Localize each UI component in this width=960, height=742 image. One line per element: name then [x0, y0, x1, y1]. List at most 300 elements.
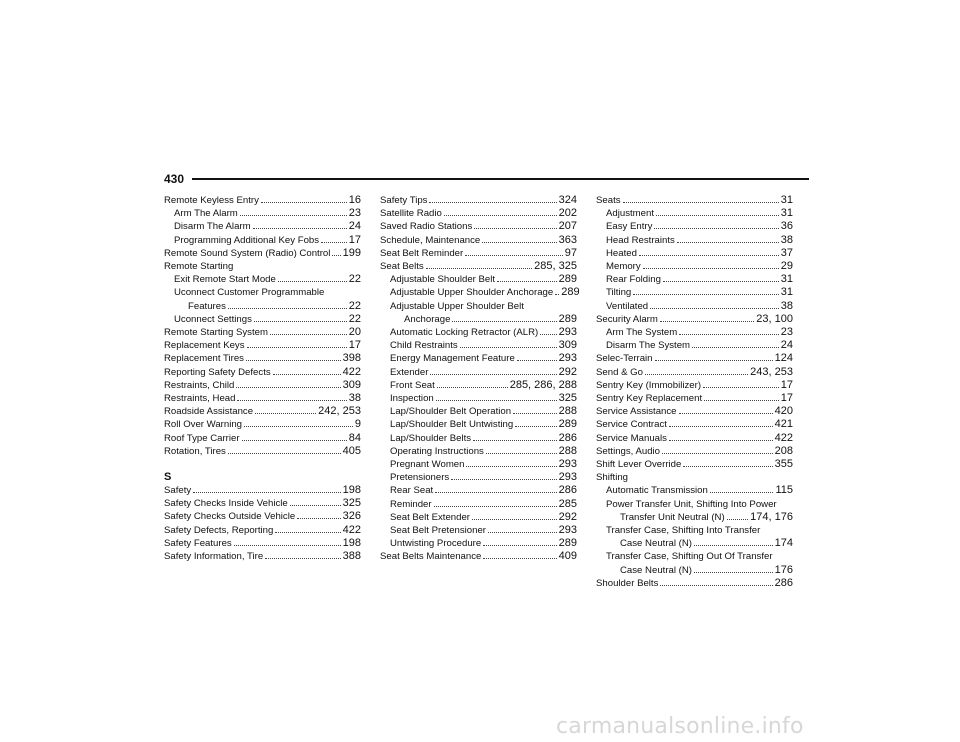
index-entry [596, 445, 793, 458]
index-entry [380, 247, 577, 260]
leader-dots [639, 254, 779, 256]
leader-dots [460, 346, 557, 348]
entry-label: Seat Belt Extender [390, 511, 470, 523]
leader-dots [435, 491, 556, 493]
index-entry [380, 418, 577, 431]
index-entry [380, 194, 577, 207]
index-entry [380, 458, 577, 471]
entry-label: Restraints, Child [164, 379, 235, 391]
entry-page: 422 [774, 431, 793, 444]
leader-dots [246, 359, 341, 361]
entry-page: 31 [780, 207, 793, 220]
entry-page: 38 [780, 299, 793, 312]
entry-page: 286 [558, 484, 577, 497]
index-entry [380, 392, 577, 405]
entry-label: Child Restraints [390, 340, 458, 352]
index-entry [164, 405, 361, 418]
entry-label: Seat Belts [380, 261, 424, 273]
entry-label: Rear Folding [606, 274, 661, 286]
index-entry [380, 432, 577, 445]
index-entry [164, 432, 361, 445]
leader-dots [669, 425, 773, 427]
leader-dots [244, 425, 353, 427]
index-entry [380, 524, 577, 537]
leader-dots [436, 399, 557, 401]
entry-page: 243, 253 [750, 365, 793, 378]
entry-page: 38 [780, 233, 793, 246]
index-entry [164, 286, 361, 299]
entry-page: 288 [558, 444, 577, 457]
leader-dots [278, 280, 347, 282]
leader-dots [437, 386, 508, 388]
index-entry [164, 550, 361, 563]
entry-label: Anchorage [404, 313, 451, 325]
index-entry [596, 273, 793, 286]
index-entry [596, 366, 793, 379]
leader-dots [694, 571, 773, 573]
page-number: 430 [164, 172, 185, 186]
entry-label: Transfer Case, Shifting Out Of Transfer [606, 551, 773, 563]
leader-dots [692, 346, 779, 348]
entry-page: 409 [558, 550, 577, 563]
index-entry [596, 339, 793, 352]
header-rule [192, 178, 809, 180]
entry-page: 285, 325 [534, 260, 577, 273]
index-entry [596, 405, 793, 418]
leader-dots [474, 227, 556, 229]
entry-label: Automatic Transmission [606, 485, 708, 497]
entry-label: Sentry Key (Immobilizer) [596, 379, 702, 391]
leader-dots [486, 452, 557, 454]
entry-label: Pretensioners [390, 472, 450, 484]
entry-page: 84 [348, 431, 361, 444]
entry-label: Safety [164, 485, 192, 497]
leader-dots [473, 439, 557, 441]
index-entry [164, 537, 361, 550]
entry-label: Front Seat [390, 379, 435, 391]
entry-page: 16 [348, 194, 361, 206]
leader-dots [660, 320, 754, 322]
leader-dots [515, 425, 556, 427]
leader-dots [273, 373, 341, 375]
entry-label: Remote Keyless Entry [164, 195, 259, 206]
entry-label: Safety Checks Inside Vehicle [164, 498, 288, 510]
leader-dots [660, 584, 772, 586]
entry-page: 398 [342, 352, 361, 365]
leader-dots [426, 267, 532, 269]
leader-dots [465, 254, 563, 256]
index-entry [596, 234, 793, 247]
leader-dots [555, 293, 559, 295]
entry-label: Uconnect Customer Programmable [174, 287, 325, 299]
leader-dots [237, 399, 346, 401]
entry-page: 292 [558, 510, 577, 523]
leader-dots [679, 412, 773, 414]
index-entry [380, 339, 577, 352]
leader-dots [254, 320, 347, 322]
entry-label: Safety Information, Tire [164, 551, 264, 563]
leader-dots [669, 439, 773, 441]
index-entry [596, 379, 793, 392]
entry-page: 97 [564, 246, 577, 259]
leader-dots [255, 412, 316, 414]
leader-dots [645, 373, 748, 375]
leader-dots [444, 214, 557, 216]
entry-label: Power Transfer Unit, Shifting Into Power [606, 498, 777, 510]
entry-page: 23 [348, 207, 361, 220]
entry-page: 289 [558, 273, 577, 286]
index-entry [164, 220, 361, 233]
entry-label: Head Restraints [606, 234, 675, 246]
entry-label: Security Alarm [596, 313, 658, 325]
entry-label: Extender [390, 366, 429, 378]
entry-page: 293 [558, 524, 577, 537]
entry-page: 289 [558, 418, 577, 431]
leader-dots [253, 227, 347, 229]
index-entry [164, 379, 361, 392]
entry-label: Safety Tips [380, 195, 428, 206]
entry-page: 23, 100 [756, 312, 793, 325]
index-entry [596, 458, 793, 471]
index-entry [380, 366, 577, 379]
index-entry [164, 497, 361, 510]
entry-label: Transfer Case, Shifting Into Transfer [606, 525, 761, 537]
entry-label: Remote Starting [164, 261, 234, 273]
entry-label: Safety Features [164, 537, 232, 549]
index-entry [380, 286, 580, 299]
entry-page: 22 [348, 299, 361, 312]
entry-label: Memory [606, 261, 641, 273]
entry-label: Seat Belts Maintenance [380, 551, 482, 563]
index-entry [596, 484, 793, 497]
index-entry [164, 484, 361, 497]
entry-label: Safety Defects, Reporting [164, 524, 274, 536]
index-entry [596, 577, 793, 590]
index-column-2 [380, 194, 580, 564]
leader-dots [482, 241, 556, 243]
index-entry [164, 352, 361, 365]
entry-label: Adjustable Upper Shoulder Anchorage [390, 287, 554, 299]
entry-page: 198 [342, 536, 361, 549]
entry-page: 355 [774, 458, 793, 471]
leader-dots [540, 333, 556, 335]
leader-dots [247, 346, 347, 348]
entry-label: Roadside Assistance [164, 406, 254, 418]
index-entry [380, 445, 577, 458]
entry-label: Lap/Shoulder Belt Untwisting [390, 419, 514, 431]
index-entry [596, 432, 793, 445]
index-entry [380, 379, 577, 392]
entry-label: Send & Go [596, 366, 643, 378]
index-entry [164, 300, 361, 313]
leader-dots [483, 544, 556, 546]
leader-dots [663, 280, 779, 282]
entry-page: 115 [775, 484, 793, 497]
index-entry [596, 286, 793, 299]
entry-page: 38 [348, 392, 361, 405]
index-group [380, 194, 580, 564]
leader-dots [270, 333, 347, 335]
entry-label: Service Contract [596, 419, 667, 431]
entry-page: 285, 286, 288 [509, 378, 577, 391]
entry-page: 286 [774, 576, 793, 589]
leader-dots [466, 465, 556, 467]
leader-dots [472, 518, 557, 520]
entry-label: Lap/Shoulder Belt Operation [390, 406, 512, 418]
entry-page: 288 [558, 405, 577, 418]
entry-label: Transfer Unit Neutral (N) [620, 511, 725, 523]
leader-dots [265, 557, 340, 559]
entry-label: Selec-Terrain [596, 353, 653, 365]
entry-label: Energy Management Feature [390, 353, 515, 365]
entry-page: 17 [780, 378, 793, 391]
entry-label: Seats [596, 195, 621, 206]
entry-label: Remote Sound System (Radio) Control [164, 247, 331, 259]
leader-dots [228, 307, 347, 309]
entry-label: Adjustable Upper Shoulder Belt [390, 300, 524, 312]
entry-page: 31 [780, 273, 793, 286]
entry-page: 405 [342, 444, 361, 457]
entry-page: 202 [558, 207, 577, 220]
entry-label: Adjustable Shoulder Belt [390, 274, 496, 286]
entry-page: 24 [780, 339, 793, 352]
index-entry [596, 471, 793, 484]
entry-label: Arm The System [606, 327, 678, 339]
entry-page: 289 [558, 537, 577, 550]
index-entry [596, 247, 793, 260]
leader-dots [710, 491, 774, 493]
leader-dots [236, 386, 340, 388]
leader-dots [703, 386, 779, 388]
entry-page: 124 [774, 352, 793, 365]
leader-dots [452, 320, 556, 322]
entry-page: 420 [774, 405, 793, 418]
leader-dots [321, 241, 347, 243]
entry-page: 31 [780, 194, 793, 206]
index-entry [164, 273, 361, 286]
index-entry [380, 300, 577, 313]
leader-dots [261, 201, 347, 203]
index-entry [596, 550, 793, 563]
entry-page: 286 [558, 431, 577, 444]
entry-page: 37 [780, 246, 793, 259]
leader-dots [451, 478, 556, 480]
index-entry [380, 352, 577, 365]
entry-page: 289 [561, 286, 580, 299]
index-entry [596, 260, 793, 273]
entry-label: Exit Remote Start Mode [174, 274, 276, 286]
index-entry [380, 273, 577, 286]
entry-label: Replacement Keys [164, 340, 245, 352]
index-entry [596, 418, 793, 431]
entry-page: 289 [558, 312, 577, 325]
leader-dots [228, 452, 341, 454]
footer-watermark: carmanualsonline.info [556, 714, 804, 739]
entry-label: Roof Type Carrier [164, 432, 240, 444]
index-entry [596, 511, 793, 524]
index-entry [596, 300, 793, 313]
index-entry [596, 326, 793, 339]
index-entry [380, 511, 577, 524]
entry-label: Programming Additional Key Fobs [174, 234, 320, 246]
entry-page: 199 [342, 246, 361, 259]
index-entry [596, 207, 793, 220]
index-entry [164, 445, 361, 458]
leader-dots [650, 307, 779, 309]
index-entry [380, 471, 577, 484]
entry-label: Heated [606, 247, 637, 259]
entry-page: 36 [780, 220, 793, 233]
entry-page: 309 [558, 339, 577, 352]
index-entry [164, 260, 361, 273]
entry-label: Shoulder Belts [596, 577, 659, 589]
entry-label: Untwisting Procedure [390, 538, 482, 550]
index-entry [164, 313, 361, 326]
index-entry [596, 220, 793, 233]
index-entry [380, 313, 577, 326]
entry-label: Features [188, 300, 226, 312]
index-entry [380, 220, 577, 233]
entry-page: 174 [774, 537, 793, 550]
index-entry [596, 313, 793, 326]
leader-dots [497, 280, 557, 282]
entry-page: 293 [558, 458, 577, 471]
entry-page: 31 [780, 286, 793, 299]
entry-page: 198 [342, 484, 361, 497]
entry-page: 9 [354, 418, 361, 431]
leader-dots [483, 557, 556, 559]
entry-label: Rotation, Tires [164, 445, 226, 457]
entry-label: Shifting [596, 472, 628, 484]
leader-dots [275, 531, 340, 533]
index-entry [380, 326, 577, 339]
entry-page: 309 [342, 378, 361, 391]
index-entry [164, 524, 361, 537]
leader-dots [434, 505, 557, 507]
entry-page: 422 [342, 523, 361, 536]
entry-page: 325 [342, 497, 361, 510]
leader-dots [643, 267, 779, 269]
entry-page: 207 [558, 220, 577, 233]
entry-label: Satellite Radio [380, 208, 442, 220]
leader-dots [727, 518, 749, 520]
leader-dots [655, 359, 773, 361]
index-column-3 [596, 194, 793, 590]
entry-label: Sentry Key Replacement [596, 393, 703, 405]
entry-page: 388 [342, 550, 361, 563]
entry-label: Disarm The Alarm [174, 221, 251, 233]
leader-dots [623, 201, 779, 203]
entry-label: Reminder [390, 498, 432, 510]
leader-dots [677, 241, 779, 243]
entry-page: 22 [348, 312, 361, 325]
leader-dots [513, 412, 557, 414]
entry-label: Uconnect Settings [174, 313, 252, 325]
entry-label: Case Neutral (N) [620, 564, 692, 576]
entry-page: 363 [558, 233, 577, 246]
entry-label: Tilting [606, 287, 632, 299]
entry-label: Pregnant Women [390, 459, 465, 471]
leader-dots [234, 544, 341, 546]
index-entry [596, 194, 793, 207]
leader-dots [332, 254, 340, 256]
leader-dots [430, 373, 556, 375]
entry-label: Disarm The System [606, 340, 691, 352]
index-entry [596, 524, 793, 537]
index-entry [164, 234, 361, 247]
index-entry [164, 418, 361, 431]
index-entry [596, 564, 793, 577]
entry-page: 285 [558, 497, 577, 510]
entry-page: 326 [342, 510, 361, 523]
index-entry [380, 498, 577, 511]
entry-page: 292 [558, 365, 577, 378]
entry-label: Service Assistance [596, 406, 677, 418]
index-group-r [164, 194, 361, 458]
entry-page: 17 [348, 339, 361, 352]
entry-label: Operating Instructions [390, 445, 484, 457]
entry-page: 22 [348, 273, 361, 286]
index-entry [380, 260, 577, 273]
leader-dots [633, 293, 779, 295]
entry-page: 208 [774, 444, 793, 457]
index-entry [596, 537, 793, 550]
entry-page: 293 [558, 471, 577, 484]
index-entry [380, 207, 577, 220]
leader-dots [694, 544, 773, 546]
entry-label: Safety Checks Outside Vehicle [164, 511, 296, 523]
entry-label: Restraints, Head [164, 393, 236, 405]
index-entry [164, 326, 361, 339]
index-entry [596, 352, 793, 365]
index-entry [596, 498, 793, 511]
entry-page: 23 [780, 326, 793, 339]
index-entry [380, 484, 577, 497]
index-entry [164, 366, 361, 379]
entry-label: Automatic Locking Retractor (ALR) [390, 327, 539, 339]
entry-label: Seat Belt Reminder [380, 247, 464, 259]
index-entry [380, 405, 577, 418]
index-group [596, 194, 793, 590]
entry-page: 29 [780, 260, 793, 273]
leader-dots [240, 214, 347, 216]
entry-label: Saved Radio Stations [380, 221, 473, 233]
entry-label: Schedule, Maintenance [380, 234, 481, 246]
leader-dots [654, 227, 778, 229]
entry-page: 24 [348, 220, 361, 233]
index-entry [164, 510, 361, 523]
entry-page: 17 [780, 392, 793, 405]
entry-label: Replacement Tires [164, 353, 244, 365]
leader-dots [679, 333, 778, 335]
entry-page: 422 [342, 365, 361, 378]
entry-label: Easy Entry [606, 221, 653, 233]
entry-page: 242, 253 [318, 405, 361, 418]
entry-label: Ventilated [606, 300, 649, 312]
leader-dots [488, 531, 557, 533]
section-letter: S [164, 471, 172, 484]
index-group-s [164, 484, 361, 563]
index-entry [164, 194, 361, 207]
index-entry [380, 234, 577, 247]
entry-page: 421 [774, 418, 793, 431]
entry-label: Inspection [390, 393, 434, 405]
entry-page: 174, 176 [750, 510, 793, 523]
entry-page: 324 [558, 194, 577, 206]
index-entry [380, 537, 577, 550]
leader-dots [290, 504, 341, 506]
entry-page: 176 [774, 563, 793, 576]
